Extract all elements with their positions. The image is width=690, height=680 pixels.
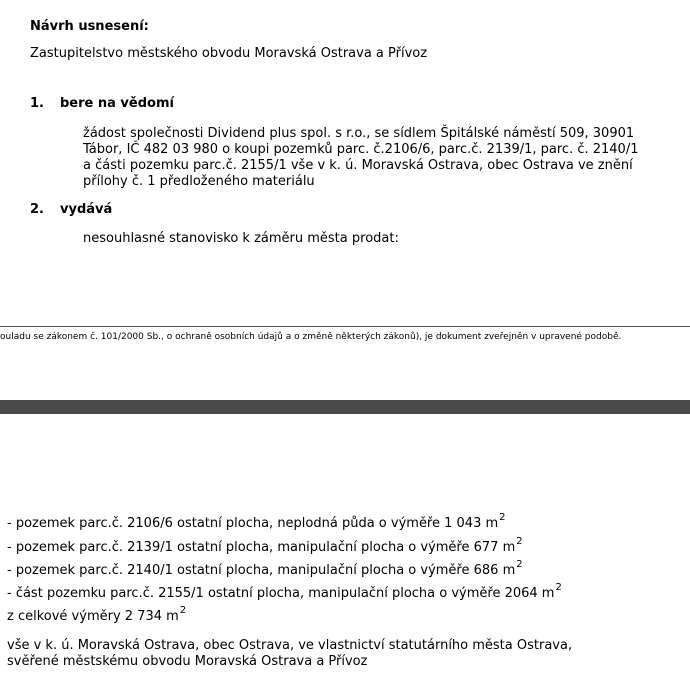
item-1-line-2: Tábor, IČ 482 03 980 o koupi pozemků parc. č.2106/6, parc.č. 2139/1, parc. č. 2140/1 bbox=[83, 142, 639, 157]
resolution-heading: Návrh usnesení: bbox=[30, 19, 149, 34]
item-1-line-1: žádost společnosti Dividend plus spol. s r.o., se sídlem Špitálské náměstí 509, 30901 bbox=[83, 126, 635, 141]
item-2-title: vydává bbox=[60, 202, 113, 217]
item-2-line-1: nesouhlasné stanovisko k záměru města prodat: bbox=[83, 231, 399, 246]
item-1-title: bere na vědomí bbox=[60, 96, 174, 111]
total-area: z celkové výměry 2 734 $m^2$ bbox=[7, 605, 187, 624]
parcel-line-4: - část pozemku parc.č. 2155/1 ostatní plocha, manipulační plocha o výměře 2064 $m^2$ bbox=[7, 582, 562, 601]
footer-rule bbox=[0, 326, 690, 327]
item-1-number: 1. bbox=[30, 96, 44, 111]
parcel-line-1: - pozemek parc.č. 2106/6 ostatní plocha, neplodná půda o výměře 1 043 $m^2$ bbox=[7, 512, 506, 531]
item-1-line-4: přílohy č. 1 předloženého materiálu bbox=[83, 174, 315, 189]
item-2-number: 2. bbox=[30, 202, 44, 217]
ownership-line-1: vše v k. ú. Moravská Ostrava, obec Ostrava, ve vlastnictví statutárního města Ostrava, bbox=[7, 638, 573, 653]
parcel-line-2: - pozemek parc.č. 2139/1 ostatní plocha, manipulační plocha o výměře 677 $m^2$ bbox=[7, 536, 523, 555]
parcel-line-3: - pozemek parc.č. 2140/1 ostatní plocha, manipulační plocha o výměře 686 $m^2$ bbox=[7, 559, 523, 578]
privacy-note: ouladu se zákonem č. 101/2000 Sb., o ochraně osobních údajů a o změně některých zákonů), je dokument zveřejněn v upravené podobě. bbox=[0, 332, 622, 342]
item-1-line-3: a části pozemku parc.č. 2155/1 vše v k. ú. Moravská Ostrava, obec Ostrava ve znění bbox=[83, 158, 633, 173]
council-name: Zastupitelstvo městského obvodu Moravská Ostrava a Přívoz bbox=[30, 46, 428, 61]
page-separator bbox=[0, 400, 690, 414]
ownership-line-2: svěřené městskému obvodu Moravská Ostrava a Přívoz bbox=[7, 654, 368, 669]
